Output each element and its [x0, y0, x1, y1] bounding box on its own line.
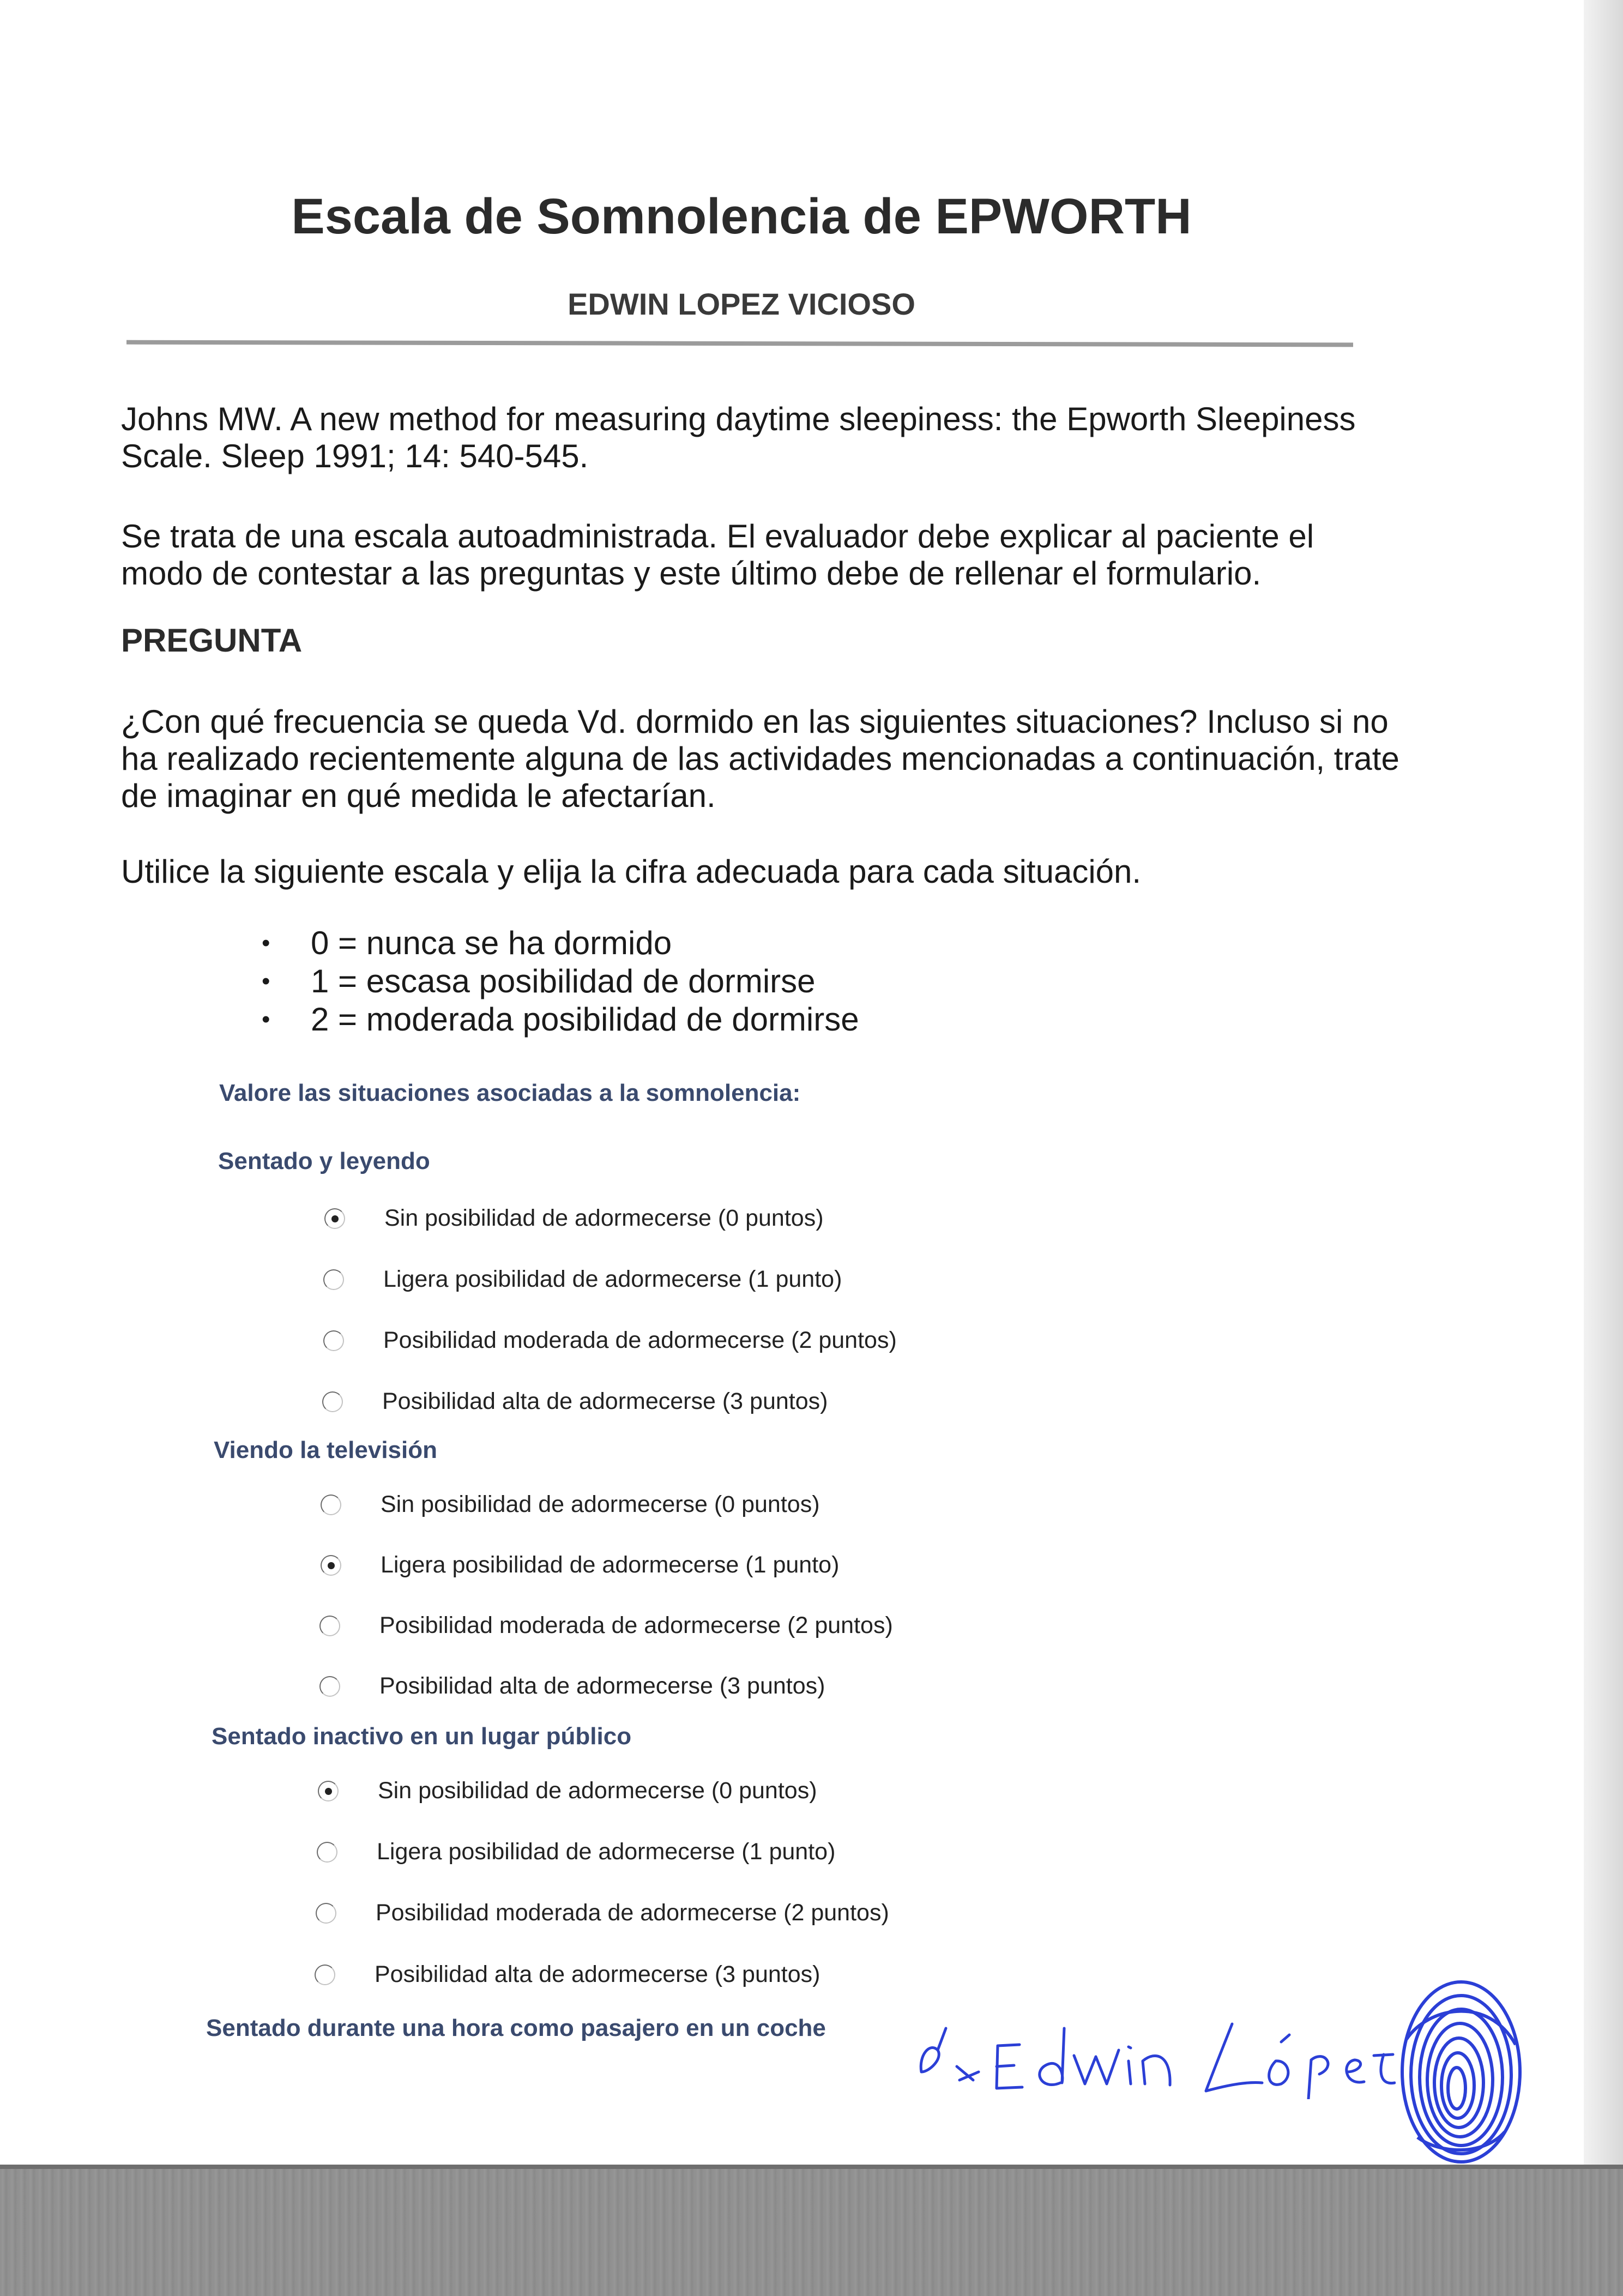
radio-button[interactable]: [315, 1964, 335, 1985]
radio-button[interactable]: [319, 1676, 340, 1697]
radio-option[interactable]: [322, 1388, 828, 1415]
radio-label: Posibilidad alta de adormecerse (3 puntos): [382, 1388, 828, 1414]
radio-option[interactable]: [315, 1961, 820, 1988]
fingerprint-ink: [1402, 1982, 1520, 2162]
situation-title-tv: Viendo la televisión: [214, 1437, 437, 1463]
radio-button[interactable]: [323, 1269, 344, 1290]
radio-label: Posibilidad moderada de adormecerse (2 puntos): [383, 1327, 897, 1353]
valore-heading: Valore las situaciones asociadas a la somnolencia:: [219, 1080, 801, 1106]
situation-title-car-passenger: Sentado durante una hora como pasajero en un coche: [206, 2015, 826, 2041]
radio-option[interactable]: [323, 1327, 897, 1354]
reference-paragraph: Johns MW. A new method for measuring daytime sleepiness: the Epworth Sleepiness Scale. Sleep 1991; 14: 540-545.: [121, 401, 1356, 474]
question-paragraph: ¿Con qué frecuencia se queda Vd. dormido en las siguientes situaciones? Incluso si no ha realizado recientemente alguna de las actividades mencionadas a continuación, trate de imaginar en qué medida le afectarían.: [121, 703, 1399, 814]
scanner-background: [0, 2165, 1623, 2296]
radio-label: Ligera posibilidad de adormecerse (1 punto): [381, 1552, 840, 1578]
scale-item: • 2 = moderada posibilidad de dormirse: [262, 1001, 859, 1039]
radio-option[interactable]: [317, 1839, 835, 1865]
radio-label: Ligera posibilidad de adormecerse (1 punto): [383, 1266, 842, 1292]
instruction-paragraph: Utilice la siguiente escala y elija la cifra adecuada para cada situación.: [121, 853, 1142, 890]
radio-button[interactable]: [319, 1616, 340, 1636]
radio-label: Ligera posibilidad de adormecerse (1 punto): [377, 1839, 836, 1865]
radio-option[interactable]: [318, 1777, 817, 1804]
situation-title-public-place: Sentado inactivo en un lugar público: [212, 1723, 632, 1750]
situation-title-reading: Sentado y leyendo: [218, 1148, 430, 1174]
radio-button[interactable]: [323, 1330, 344, 1351]
radio-label: Sin posibilidad de adormecerse (0 puntos): [378, 1777, 817, 1804]
radio-option[interactable]: [316, 1900, 889, 1926]
radio-label: Posibilidad moderada de adormecerse (2 puntos): [376, 1900, 889, 1926]
radio-label: Posibilidad alta de adormecerse (3 puntos): [379, 1673, 825, 1699]
radio-button[interactable]: [321, 1494, 341, 1515]
radio-option[interactable]: [324, 1205, 824, 1232]
question-heading: PREGUNTA: [121, 622, 303, 659]
radio-option[interactable]: [321, 1491, 820, 1518]
radio-label: Sin posibilidad de adormecerse (0 puntos): [384, 1205, 824, 1231]
radio-button[interactable]: [324, 1208, 345, 1229]
handwritten-signature: [905, 1990, 1396, 2099]
title-divider: [126, 340, 1353, 347]
radio-label: Posibilidad moderada de adormecerse (2 puntos): [379, 1612, 893, 1638]
radio-button[interactable]: [317, 1842, 337, 1863]
document-title: Escala de Somnolencia de EPWORTH: [291, 189, 1192, 244]
scale-item: • 0 = nunca se ha dormido: [262, 924, 859, 962]
scale-item: • 1 = escasa posibilidad de dormirse: [262, 962, 859, 1001]
page-edge-shadow: [1584, 0, 1623, 2165]
fingerprint-image: [1396, 1974, 1527, 2170]
radio-option[interactable]: [321, 1552, 839, 1578]
radio-button[interactable]: [322, 1391, 343, 1412]
scale-list: [262, 924, 859, 1039]
radio-option[interactable]: [319, 1673, 825, 1700]
radio-label: Sin posibilidad de adormecerse (0 puntos): [381, 1491, 820, 1517]
radio-button[interactable]: [321, 1555, 341, 1576]
radio-button[interactable]: [318, 1781, 339, 1801]
author-name: EDWIN LOPEZ VICIOSO: [568, 287, 915, 321]
signature-ink: [921, 2024, 1395, 2099]
intro-paragraph: Se trata de una escala autoadministrada. El evaluador debe explicar al paciente el modo de contestar a las preguntas y este último debe de rellenar el formulario.: [121, 518, 1314, 592]
radio-button[interactable]: [316, 1903, 336, 1924]
radio-label: Posibilidad alta de adormecerse (3 puntos): [375, 1961, 820, 1987]
radio-option[interactable]: [323, 1266, 842, 1293]
radio-option[interactable]: [319, 1612, 893, 1639]
